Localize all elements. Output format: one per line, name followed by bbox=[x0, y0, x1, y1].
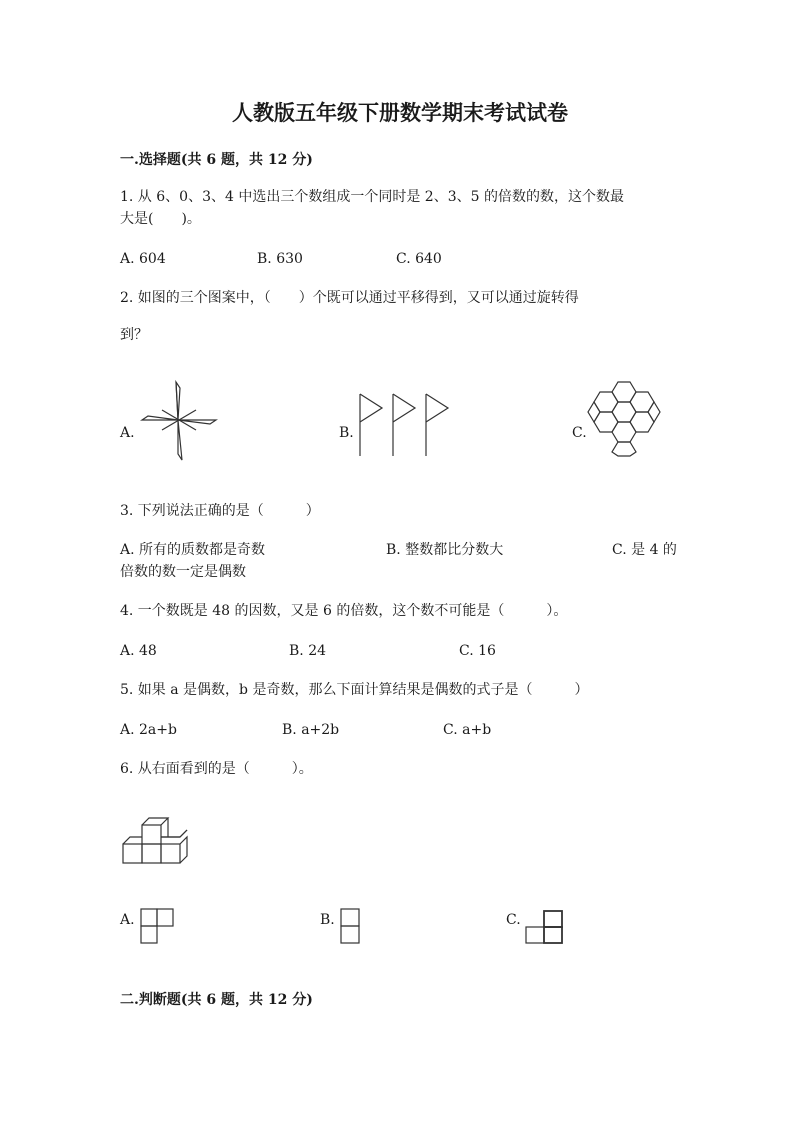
question-2-line2: 到？ bbox=[120, 327, 148, 343]
hexagon-cluster-figure bbox=[590, 380, 666, 458]
q6-option-c[interactable]: C. bbox=[506, 912, 521, 928]
question-3-stem: 3. 下列说法正确的是（ ） bbox=[120, 503, 320, 519]
three-flags-figure bbox=[356, 392, 452, 458]
q3-option-a[interactable]: A. 所有的质数都是奇数 bbox=[120, 542, 266, 558]
page-title: 人教版五年级下册数学期末考试试卷 bbox=[232, 100, 568, 125]
q6-option-a[interactable]: A. bbox=[120, 912, 135, 928]
q2-option-b[interactable]: B. bbox=[339, 425, 354, 441]
question-4-stem: 4. 一个数既是 48 的因数，又是 6 的倍数，这个数不可能是（ ）。 bbox=[120, 603, 568, 619]
q5-option-a[interactable]: A. 2a+b bbox=[120, 722, 177, 738]
stacked-cubes-figure bbox=[122, 812, 190, 866]
view-option-b bbox=[340, 908, 362, 946]
q4-option-a[interactable]: A. 48 bbox=[120, 643, 157, 659]
q6-option-b[interactable]: B. bbox=[320, 912, 335, 928]
section-heading-choice: 一.选择题(共 6 题，共 12 分) bbox=[120, 152, 313, 168]
q5-option-c[interactable]: C. a+b bbox=[443, 722, 492, 738]
question-6-stem: 6. 从右面看到的是（ ）。 bbox=[120, 761, 313, 777]
q1-option-c[interactable]: C. 640 bbox=[396, 251, 442, 267]
q3-option-b[interactable]: B. 整数都比分数大 bbox=[386, 542, 504, 558]
q4-option-c[interactable]: C. 16 bbox=[459, 643, 496, 659]
q3-option-c-wrap: 倍数的数一定是偶数 bbox=[120, 564, 246, 580]
view-option-a bbox=[140, 908, 176, 946]
q1-option-b[interactable]: B. 630 bbox=[257, 251, 303, 267]
section-heading-judgement: 二.判断题(共 6 题，共 12 分) bbox=[120, 992, 313, 1008]
pinwheel-figure bbox=[140, 380, 220, 462]
question-5-stem: 5. 如果 a 是偶数，b 是奇数，那么下面计算结果是偶数的式子是（ ） bbox=[120, 682, 589, 698]
q2-option-c[interactable]: C. bbox=[572, 425, 587, 441]
q1-option-a[interactable]: A. 604 bbox=[120, 251, 166, 267]
question-1-line1: 1. 从 6、0、3、4 中选出三个数组成一个同时是 2、3、5 的倍数的数，这个数最 bbox=[120, 189, 624, 205]
q4-option-b[interactable]: B. 24 bbox=[289, 643, 327, 659]
view-option-c bbox=[525, 910, 565, 946]
question-1-line2: 大是( )。 bbox=[120, 211, 201, 227]
q2-option-a[interactable]: A. bbox=[120, 425, 135, 441]
q5-option-b[interactable]: B. a+2b bbox=[282, 722, 340, 738]
question-2-line1: 2. 如图的三个图案中，（ ）个既可以通过平移得到，又可以通过旋转得 bbox=[120, 290, 579, 306]
q3-option-c[interactable]: C. 是 4 的 bbox=[612, 542, 677, 558]
